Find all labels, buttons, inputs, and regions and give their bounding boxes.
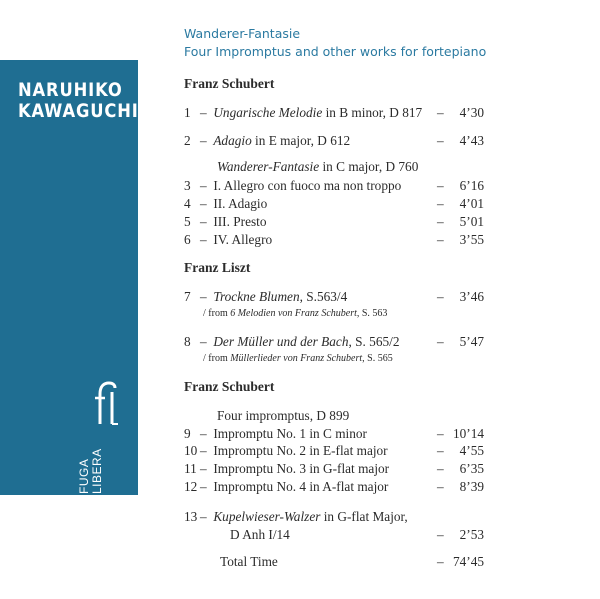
album-header [184,25,486,61]
track-title-italic: Der Müller und der Bach [213,334,349,349]
track-lead-dash: – [200,232,207,247]
track-duration: 4’55 [459,443,484,458]
track-duration: 3’46 [459,289,484,304]
track-title-rest: in E major, D 612 [251,133,351,148]
track-number: 13 [184,509,198,524]
track-title-rest: , S.563/4 [299,289,348,304]
track-dash: – [437,133,444,148]
track-number: 12 [184,479,198,494]
track-dash: – [437,461,444,476]
track-title-rest: in G-flat Major, [320,509,408,524]
track-dash: – [437,214,444,229]
note-prefix: / from [203,353,231,364]
track-number: 6 [184,232,191,247]
track-dash: – [437,105,444,120]
track-title [200,509,408,525]
track-title [200,105,422,121]
work-heading: Four impromptus, D 899 [217,408,350,423]
track-number: 7 [184,289,191,304]
track-title-text: III. Presto [213,214,267,229]
track-title-text: I. Allegro con fuoco ma non troppo [213,178,402,193]
track-dash: – [437,527,444,542]
note-suffix: , S. 563 [356,308,388,319]
track-number: 8 [184,334,191,349]
track-dash: – [437,232,444,247]
track-title [200,289,347,305]
track-title [200,232,272,248]
composer-heading: Franz Liszt [184,260,251,275]
track-lead-dash: – [200,214,207,229]
composer-heading: Franz Schubert [184,76,275,91]
note-italic: 6 Melodien von Franz Schubert [230,308,357,319]
track-number: 9 [184,426,191,441]
track-lead-dash: – [200,509,207,524]
track-title [200,461,389,477]
track-title-line2: D Anh I/14 [230,527,290,542]
track-lead-dash: – [200,178,207,193]
track-title-rest: in B minor, D 817 [322,105,423,120]
track-title-italic: Trockne Blumen [213,289,300,304]
track-duration: 5’47 [459,334,484,349]
track-lead-dash: – [200,196,207,211]
track-title-italic: Adagio [213,133,252,148]
track-lead-dash: – [200,105,207,120]
sidebar-panel [0,60,138,495]
track-title-rest: , S. 565/2 [348,334,400,349]
note-italic: Müllerlieder von Franz Schubert [230,353,363,364]
track-title-text: Impromptu No. 4 in A-flat major [213,479,389,494]
track-dash: – [437,178,444,193]
track-title-text: II. Adagio [213,196,268,211]
track-duration: 4’43 [459,133,484,148]
note-suffix: , S. 565 [362,353,393,364]
track-duration: 6’35 [459,461,484,476]
track-dash: – [437,289,444,304]
track-number: 10 [184,443,198,458]
track-title [200,214,267,230]
track-lead-dash: – [200,443,207,458]
track-number: 3 [184,178,191,193]
track-title-italic: Ungarische Melodie [213,105,323,120]
track-title-text: Impromptu No. 3 in G-flat major [213,461,390,476]
track-title [200,443,388,459]
track-number: 2 [184,133,191,148]
artist-first-name: NARUHIKO [18,79,123,101]
label-name [78,448,104,494]
track-duration: 8’39 [459,479,484,494]
track-duration: 4’30 [459,105,484,120]
track-title-text: IV. Allegro [213,232,273,247]
track-dash: – [437,479,444,494]
track-duration: 3’55 [459,232,484,247]
track-source-note [203,308,387,319]
track-title [200,479,388,495]
track-lead-dash: – [200,334,207,349]
track-lead-dash: – [200,289,207,304]
track-duration: 5’01 [459,214,484,229]
track-number: 1 [184,105,191,120]
track-title [200,178,401,194]
total-duration: 74’45 [452,554,484,569]
artist-last-name: KAWAGUCHI [18,100,139,122]
artist-name [18,80,139,122]
track-number: 11 [184,461,197,476]
track-lead-dash: – [200,133,207,148]
album-subtitle: Four Impromptus and other works for fortepiano [184,44,487,59]
work-title-italic: Wanderer-Fantasie [217,159,320,174]
track-duration: 10’14 [452,426,484,441]
track-duration: 4’01 [459,196,484,211]
track-title [200,196,267,212]
track-number: 4 [184,196,191,211]
track-title [200,334,399,350]
track-duration: 2’53 [459,527,484,542]
note-prefix: / from [203,308,231,319]
track-source-note [203,353,393,364]
track-dash: – [437,443,444,458]
composer-heading: Franz Schubert [184,379,275,394]
track-dash: – [437,426,444,441]
track-number: 5 [184,214,191,229]
track-lead-dash: – [200,461,207,476]
label-fuga: FUGA [77,458,91,494]
track-dash: – [437,334,444,349]
track-duration: 6’16 [459,178,484,193]
track-lead-dash: – [200,426,207,441]
track-title [200,426,367,442]
track-title-text: Impromptu No. 1 in C minor [213,426,367,441]
track-dash: – [437,196,444,211]
work-title-rest: in C major, D 760 [319,159,419,174]
total-dash: – [437,554,444,569]
track-title-italic: Kupelwieser-Walzer [213,509,321,524]
track-lead-dash: – [200,479,207,494]
label-libera: LIBERA [90,448,104,494]
total-time-label: Total Time [220,554,278,569]
work-heading [217,159,418,175]
track-title-text: Impromptu No. 2 in E-flat major [213,443,388,458]
track-title [200,133,350,149]
album-title: Wanderer-Fantasie [184,26,301,41]
